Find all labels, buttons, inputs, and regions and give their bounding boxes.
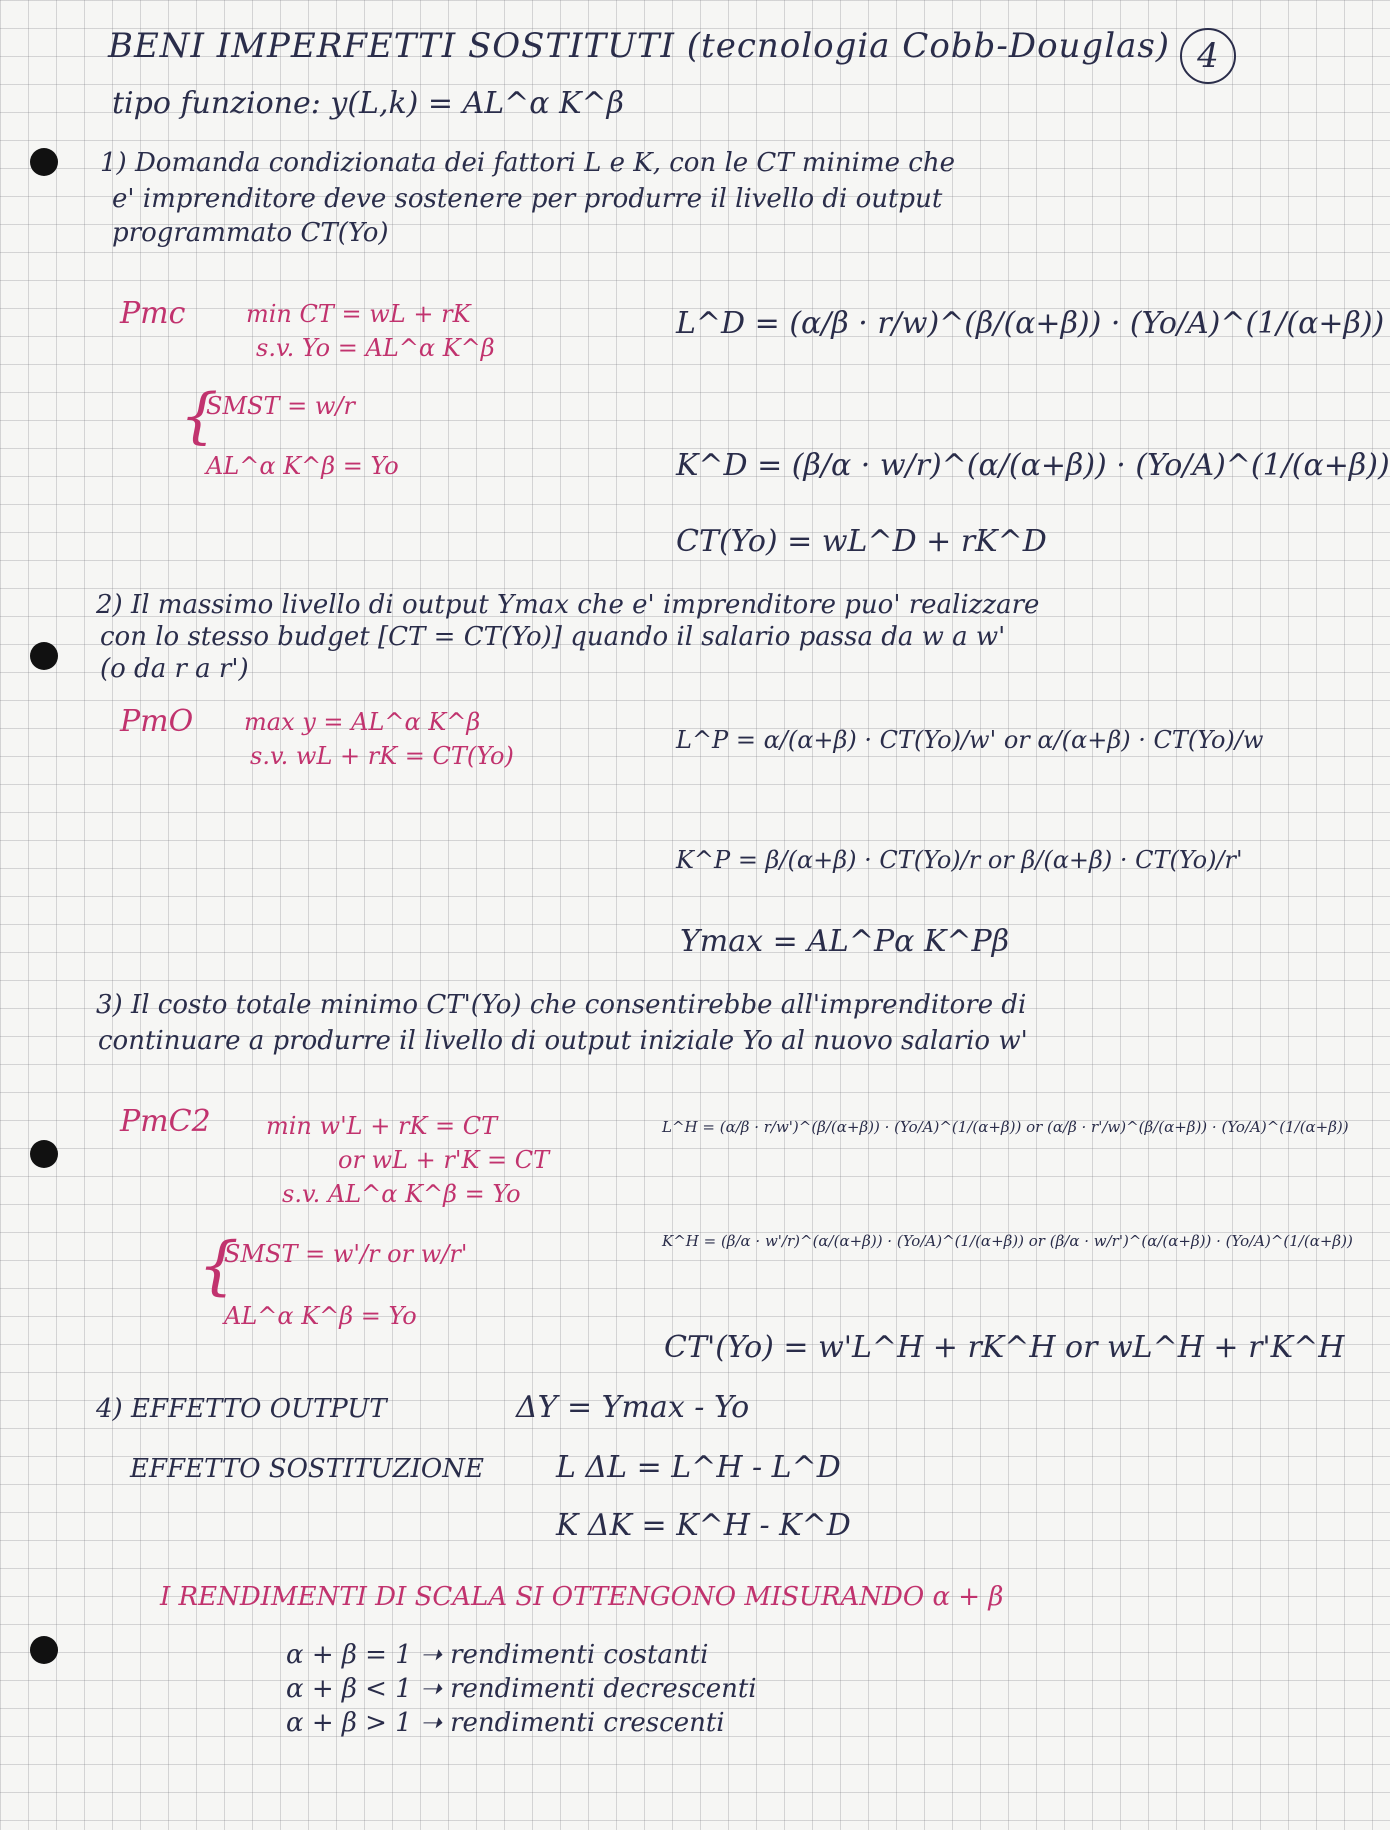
sec4-output-label: 4) EFFETTO OUTPUT [96,1394,387,1424]
sec2-sv: s.v. wL + rK = CT(Yo) [250,742,514,770]
sec3-LH: L^H = (α/β · r/w')^(β/(α+β)) · (Yo/A)^(1/(α+β)) or (α/β · r'/w)^(β/(α+β)) · (Yo/A)^(1/(α+β)) [662,1118,1349,1136]
sec2-max: max y = AL^α K^β [244,708,481,736]
sec3-sys1: SMST = w'/r or w/r' [224,1240,468,1268]
sec3-line2: continuare a produrre il livello di output iniziale Yo al nuovo salario w' [98,1026,1028,1056]
sec4-subst-label: EFFETTO SOSTITUZIONE [130,1454,484,1484]
returns-constant: α + β = 1 ➝ rendimenti costanti [286,1640,709,1670]
brace: { [198,1229,239,1303]
sec3-sv: s.v. AL^α K^β = Yo [282,1180,521,1208]
sec1-min: min CT = wL + rK [246,300,471,328]
function-type: tipo funzione: y(L,k) = AL^α K^β [112,86,624,121]
binder-hole [30,642,58,670]
returns-increasing: α + β > 1 ➝ rendimenti crescenti [286,1708,725,1738]
sec2-line2: con lo stesso budget [CT = CT(Yo)] quando il salario passa da w a w' [100,622,1006,652]
sec2-label: PmO [120,704,194,739]
sec2-KP: K^P = β/(α+β) · CT(Yo)/r or β/(α+β) · CT(Yo)/r' [676,846,1243,874]
sec1-sys2: AL^α K^β = Yo [206,452,399,480]
binder-hole [30,148,58,176]
binder-hole [30,1636,58,1664]
sec1-line3: programmato CT(Yo) [112,218,389,248]
sec2-LP: L^P = α/(α+β) · CT(Yo)/w' or α/(α+β) · CT(Yo)/w [676,726,1264,754]
page-title: BENI IMPERFETTI SOSTITUTI (tecnologia Cobb-Douglas) [108,26,1171,66]
sec2-line1: 2) Il massimo livello di output Ymax che e' imprenditore puo' realizzare [96,590,1040,620]
sec2-ymax: Ymax = AL^Pα K^Pβ [680,924,1010,959]
page-number: 4 [1180,28,1236,84]
sec1-sys1: SMST = w/r [206,392,355,420]
binder-hole [30,1140,58,1168]
sec1-KD: K^D = (β/α · w/r)^(α/(α+β)) · (Yo/A)^(1/(α+β)) [676,448,1390,483]
returns-heading: I RENDIMENTI DI SCALA SI OTTENGONO MISURANDO α + β [160,1582,1004,1612]
sec4-L: L ΔL = L^H - L^D [556,1450,841,1485]
sec3-sys2: AL^α K^β = Yo [224,1302,417,1330]
sec2-line3: (o da r a r') [100,654,249,684]
sec1-line2: e' imprenditore deve sostenere per produrre il livello di output [112,184,943,214]
sec1-LD: L^D = (α/β · r/w)^(β/(α+β)) · (Yo/A)^(1/(α+β)) [676,306,1385,341]
sec4-K: K ΔK = K^H - K^D [556,1508,851,1543]
sec3-CT: CT'(Yo) = w'L^H + rK^H or wL^H + r'K^H [664,1330,1345,1365]
sec3-label: PmC2 [120,1104,211,1139]
sec1-line1: 1) Domanda condizionata dei fattori L e K, con le CT minime che [100,148,955,178]
returns-decreasing: α + β < 1 ➝ rendimenti decrescenti [286,1674,757,1704]
sec3-line1: 3) Il costo totale minimo CT'(Yo) che consentirebbe all'imprenditore di [96,990,1027,1020]
sec3-min2: or wL + r'K = CT [338,1146,550,1174]
brace: { [180,381,219,451]
sec4-output-formula: ΔY = Ymax - Yo [516,1390,750,1425]
sec3-KH: K^H = (β/α · w'/r)^(α/(α+β)) · (Yo/A)^(1/(α+β)) or (β/α · w/r')^(α/(α+β)) · (Yo/A)^(1/(α+β)) [662,1232,1353,1250]
sec1-sv: s.v. Yo = AL^α K^β [256,334,495,362]
sec1-CT: CT(Yo) = wL^D + rK^D [676,524,1047,559]
sec3-min1: min w'L + rK = CT [266,1112,498,1140]
sec1-label: Pmc [120,296,186,331]
